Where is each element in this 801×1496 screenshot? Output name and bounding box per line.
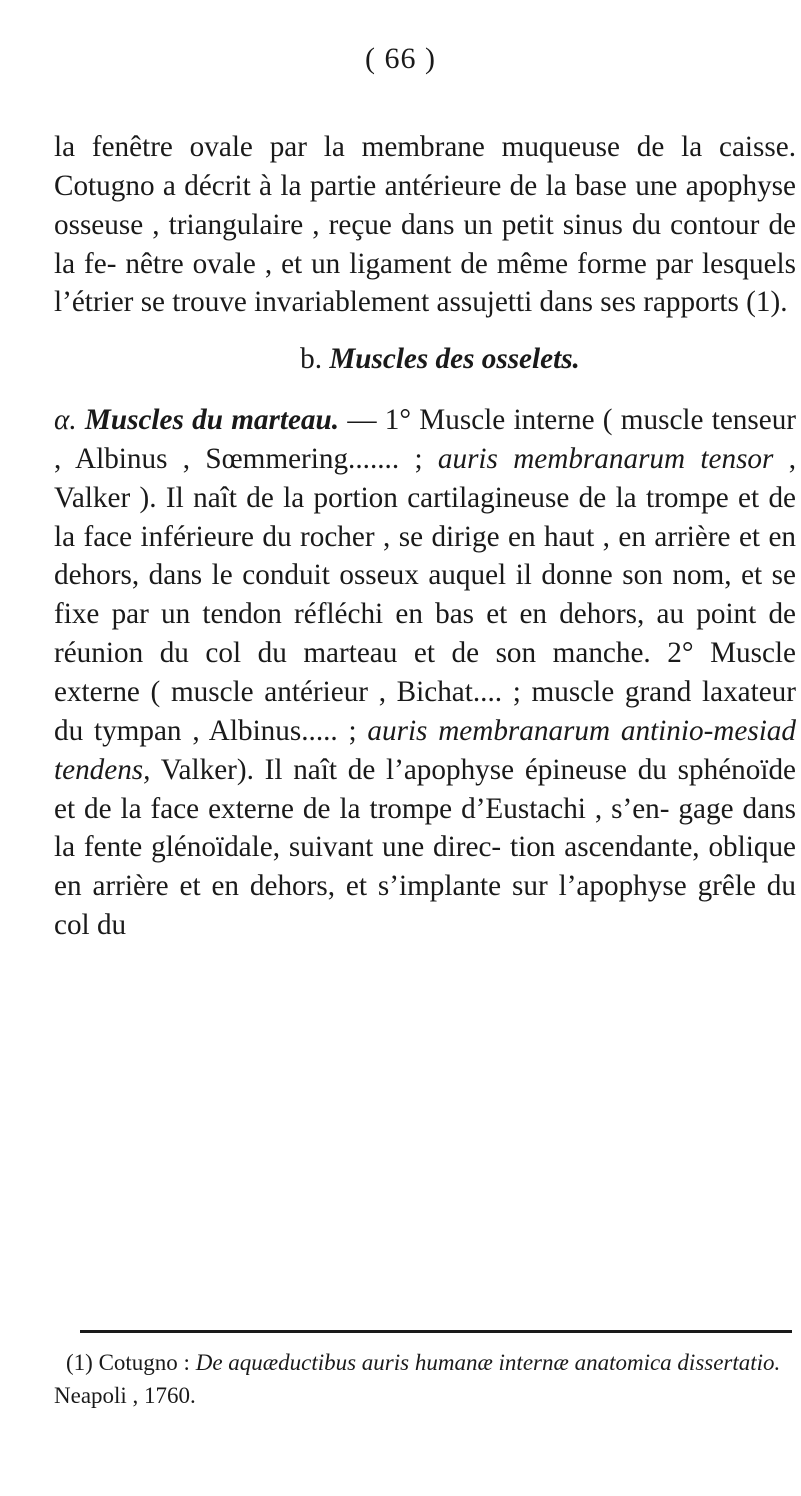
footnote-number: (1) [66, 1350, 93, 1375]
paragraph-1: la fenêtre ovale par la membrane muqueuse de la caisse. Cotugno a décrit à la partie antérieure de la base une apophyse osseuse , triangulaire , reçue dans un petit sinus du contour de la fe- nêtre ovale , et un ligament de même forme par lesquels l’étrier se trouve invariablement assujetti dans ses rapports (1). [54, 131, 796, 319]
footnote [54, 1346, 796, 1412]
footnote-divider [80, 1330, 792, 1333]
footnote-latin-title: De aquæductibus auris humanæ internæ anatomica dissertatio. [195, 1350, 781, 1375]
section-a-text-1: — 1° Muscle interne ( muscle tenseur , Albinus , Sœmmering....... ; [54, 404, 797, 475]
section-a-latin-1: auris membranarum tensor [437, 442, 774, 475]
section-a-text-2: , Valker ). Il naît de la portion cartilagineuse de la trompe et de la face inférieure du rocher , se dirige en haut , en arrière et en dehors, dans le conduit osseux auquel il donne son nom, et se fixe par un tendon réfléchi en bas et en dehors, au point de réunion du col du marteau et de son manche. 2° Muscle externe ( muscle antérieur , Bichat.... ; muscle grand laxateur du tympan , Albinus..... ; [54, 442, 797, 747]
page-number: ( 66 ) [365, 42, 436, 75]
footnote-text [54, 1346, 796, 1412]
main-text [54, 128, 796, 945]
section-b-heading [54, 340, 796, 379]
section-a-letter: α. [54, 404, 77, 437]
section-b-title: Muscles des osselets. [329, 343, 580, 376]
section-a-text-3: Valker). Il naît de l’apophyse épineuse du sphénoïde et de la face externe de la trompe d’Eustachi , s’en- gage dans la fente glénoïdale, suivant une direc- tion ascendante, oblique en arrière et en dehors, et s’implante sur l’apophyse grêle du col du [54, 753, 796, 942]
section-b-letter: b. [300, 343, 323, 376]
footnote-text-1: Cotugno : [92, 1350, 196, 1375]
section-a-paragraph [54, 401, 796, 945]
section-a-title: Muscles du marteau. [84, 404, 340, 437]
section-a-latin-2: auris membranarum antinio-mesiad tendens, [54, 714, 796, 786]
footnote-text-2: Neapoli , 1760. [54, 1383, 196, 1408]
